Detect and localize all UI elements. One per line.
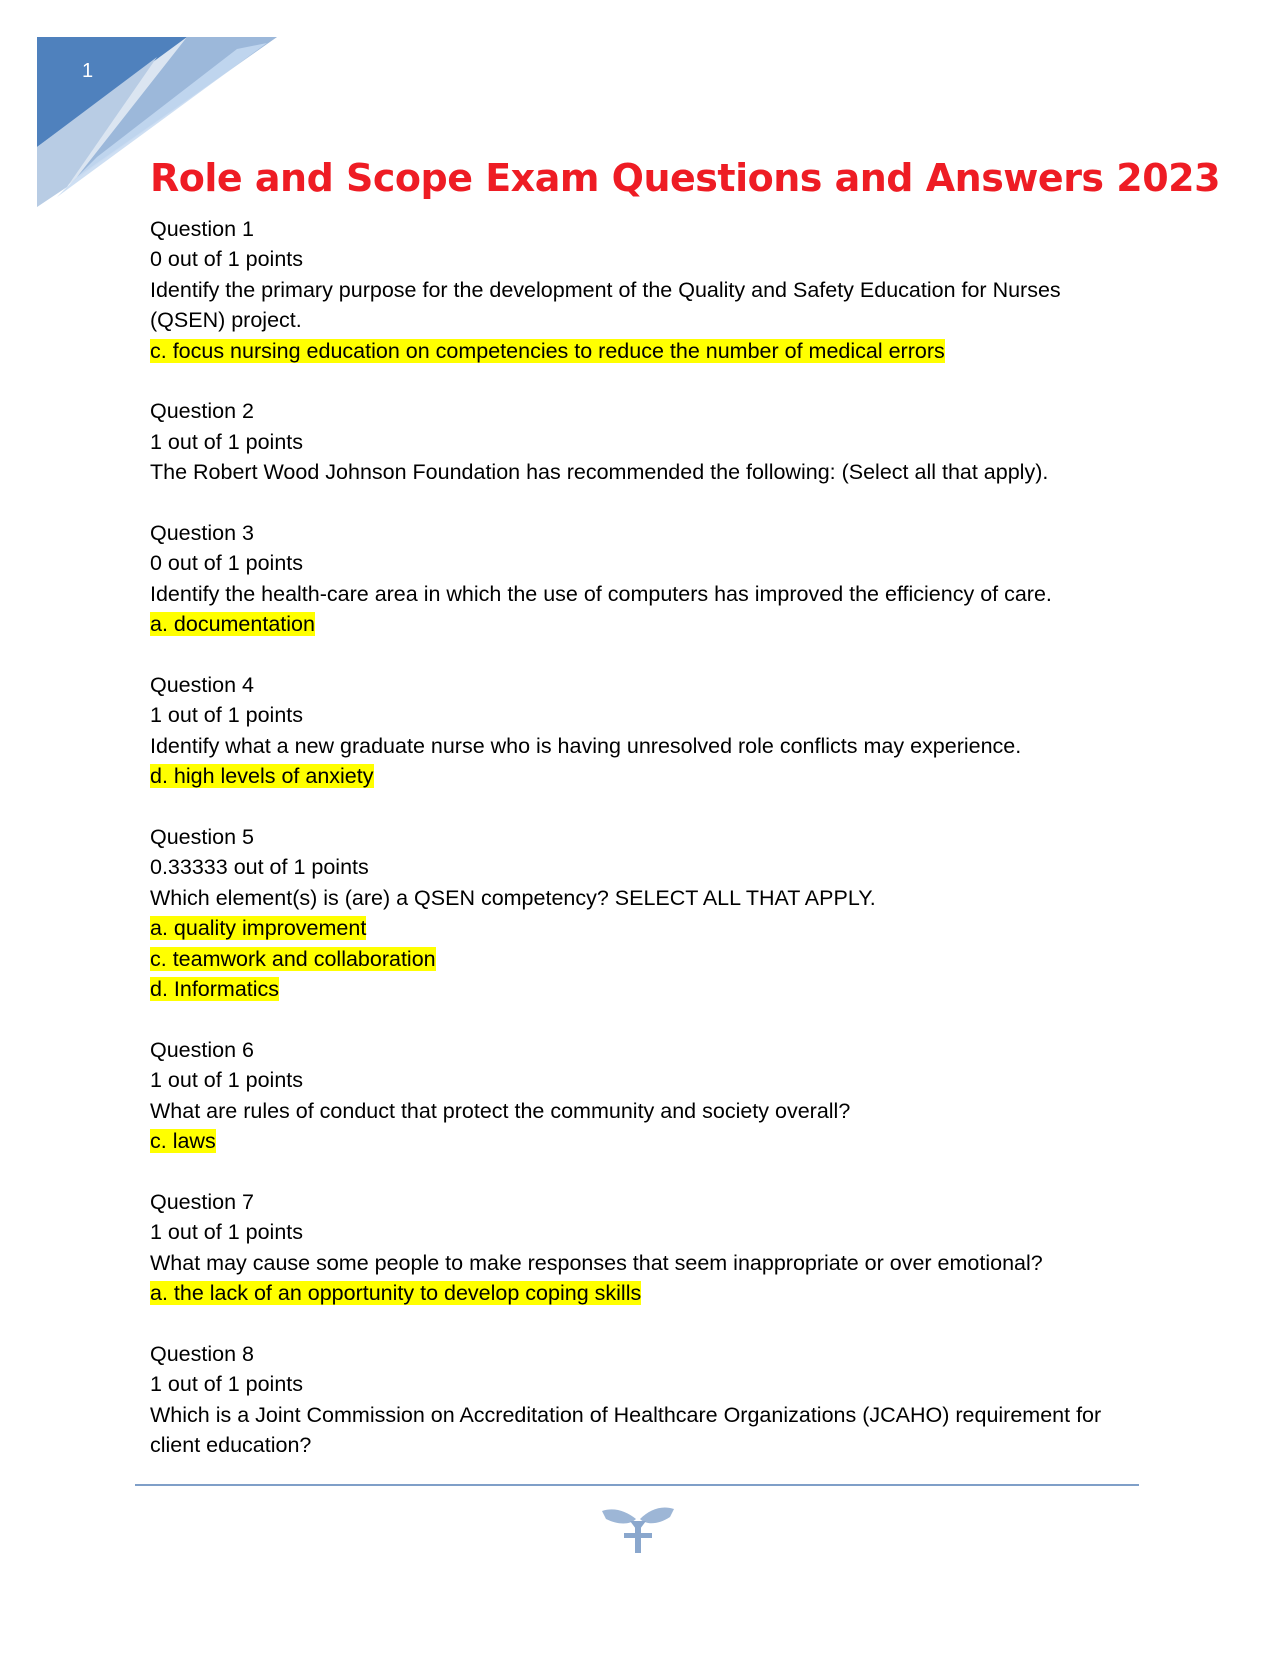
question-score: 1 out of 1 points — [150, 703, 303, 728]
question-score: 1 out of 1 points — [150, 1068, 303, 1093]
answer-text: c. teamwork and collaboration — [150, 946, 436, 971]
page-number: 1 — [82, 60, 94, 82]
question-prompt: Identify what a new graduate nurse who is having unresolved role conflicts may experience. — [150, 733, 1022, 758]
question-block — [150, 214, 1140, 366]
questions-list — [150, 214, 1140, 1491]
answer-text: c. focus nursing education on competencies to reduce the number of medical errors — [150, 338, 945, 363]
question-score: 1 out of 1 points — [150, 1220, 303, 1245]
answer-text: d. high levels of anxiety — [150, 764, 374, 789]
question-prompt: The Robert Wood Johnson Foundation has recommended the following: (Select all that apply). — [150, 460, 1049, 485]
answer-text: a. the lack of an opportunity to develop coping skills — [150, 1281, 642, 1306]
question-label: Question 1 — [150, 217, 254, 241]
highlighted-answer — [150, 1278, 1140, 1308]
question-score: 1 out of 1 points — [150, 1372, 303, 1397]
footer-logo-icon — [600, 1503, 676, 1555]
question-label: Question 4 — [150, 673, 254, 698]
question-prompt: What may cause some people to make responses that seem inappropriate or over emotional? — [150, 1250, 1043, 1275]
question-block — [150, 670, 1140, 792]
question-prompt: Identify the primary purpose for the development of the Quality and Safety Education for Nurses (QSEN) project. — [150, 277, 1061, 333]
question-prompt: Which element(s) is (are) a QSEN competency? SELECT ALL THAT APPLY. — [150, 885, 876, 910]
answer-text: c. laws — [150, 1129, 216, 1154]
highlighted-answer — [150, 336, 1140, 366]
question-block — [150, 1187, 1140, 1309]
highlighted-answer — [150, 913, 1140, 943]
question-block — [150, 518, 1140, 640]
question-score: 0.33333 out of 1 points — [150, 855, 369, 880]
question-label: Question 2 — [150, 399, 254, 424]
question-prompt: What are rules of conduct that protect the community and society overall? — [150, 1098, 851, 1123]
question-block — [150, 822, 1140, 1004]
highlighted-answer — [150, 974, 1140, 1004]
question-label: Question 5 — [150, 825, 254, 850]
question-score: 0 out of 1 points — [150, 551, 303, 576]
question-block — [150, 1339, 1140, 1461]
footer-divider — [135, 1484, 1139, 1486]
answer-text: a. quality improvement — [150, 916, 367, 941]
highlighted-answer — [150, 761, 1140, 791]
document-title: Role and Scope Exam Questions and Answers 2023 — [150, 156, 1221, 200]
answer-text: d. Informatics — [150, 977, 280, 1002]
question-prompt: Which is a Joint Commission on Accreditation of Healthcare Organizations (JCAHO) requirement for client education? — [150, 1402, 1102, 1458]
question-label: Question 3 — [150, 521, 254, 546]
question-score: 1 out of 1 points — [150, 429, 303, 454]
question-label: Question 8 — [150, 1341, 254, 1366]
highlighted-answer — [150, 1126, 1140, 1156]
question-block — [150, 1035, 1140, 1157]
question-label: Question 7 — [150, 1189, 254, 1214]
question-block — [150, 396, 1140, 487]
highlighted-answer — [150, 944, 1140, 974]
question-score: 0 out of 1 points — [150, 247, 303, 272]
highlighted-answer — [150, 609, 1140, 639]
question-prompt: Identify the health-care area in which the use of computers has improved the efficiency of care. — [150, 581, 1052, 606]
question-label: Question 6 — [150, 1037, 254, 1062]
answer-text: a. documentation — [150, 612, 315, 637]
